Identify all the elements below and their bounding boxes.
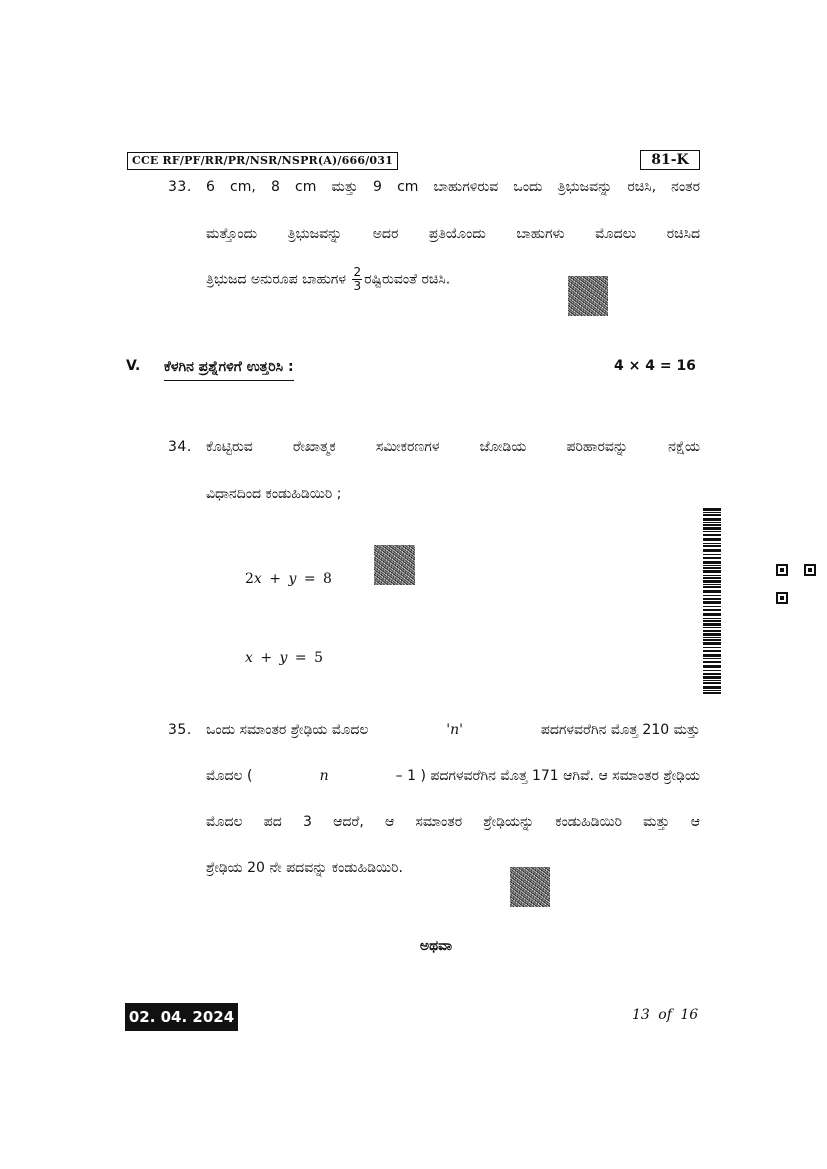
q33-line3-post: ರಷ್ಟಿರುವಂತೆ ರಚಿಸಿ. (364, 271, 451, 288)
q35-line3: ಮೊದಲ ಪದ 3 ಆದರೆ, ಆ ಸಮಾಂತರ ಶ್ರೇಢಿಯನ್ನು ಕಂಡುಹಿಡಿಯಿರಿ ಮತ್ತು ಆ (206, 814, 700, 830)
barcode-bar (703, 680, 721, 681)
q35-line2-pre: ಮೊದಲ ( (206, 768, 253, 784)
q33-line3 (206, 266, 450, 293)
barcode-bar (703, 658, 721, 659)
barcode-bar (703, 618, 721, 619)
q34-number: 34. (168, 439, 192, 455)
barcode-bar (703, 665, 721, 668)
eq2-equals: = (294, 650, 307, 666)
barcode-bar (703, 524, 721, 526)
barcode-bar (703, 565, 721, 566)
barcode-bar (703, 554, 721, 555)
exam-date: 02. 04. 2024 (125, 1003, 238, 1031)
eq1-plus: + (269, 571, 282, 587)
barcode-bar (703, 630, 721, 632)
qr-module (780, 596, 784, 600)
q35-line1-post: ಪದಗಳವರೆಗಿನ ಮೊತ್ತ 210 ಮತ್ತು (540, 722, 700, 738)
barcode-bar (703, 534, 721, 536)
barcode-bar (703, 527, 721, 530)
athava-or: ಅಥವಾ (419, 938, 453, 954)
barcode (703, 508, 721, 694)
q35-line2 (206, 766, 700, 786)
qr-module (808, 568, 812, 572)
equation-2 (245, 650, 323, 666)
q34-line2: ವಿಧಾನದಿಂದ ಕಂಡುಹಿಡಿಯಿರಿ ; (206, 486, 342, 502)
barcode-bar (703, 595, 721, 596)
q33-line2: ಮತ್ತೊಂದು ತ್ರಿಭುಜವನ್ನು ಅದರ ಪ್ರತಿಯೊಂದು ಬಾಹುಗಳು ಮೊದಲು ರಚಿಸಿದ (206, 226, 700, 242)
barcode-bar (703, 633, 721, 636)
barcode-bar (703, 543, 721, 544)
barcode-bar (703, 613, 721, 616)
barcode-bar (703, 661, 721, 663)
barcode-bar (703, 570, 721, 573)
barcode-bar (703, 682, 721, 684)
barcode-bar (703, 620, 721, 622)
barcode-bar (703, 567, 721, 569)
eq2-plus: + (260, 650, 273, 666)
section-number: V. (126, 358, 141, 374)
page-number: 13 of 16 (632, 1007, 699, 1023)
barcode-bar (703, 627, 721, 628)
barcode-bar (703, 518, 721, 521)
paper-code: CCE RF/PF/RR/PR/NSR/NSPR(A)/666/031 (127, 152, 398, 170)
barcode-bar (703, 690, 721, 691)
eq2-y: y (279, 650, 288, 666)
barcode-bar (703, 676, 721, 679)
barcode-bar (703, 686, 721, 689)
equation-1 (245, 571, 332, 587)
fraction-numerator: 2 (353, 265, 362, 279)
barcode-bar (703, 670, 721, 671)
eq1-y: y (288, 571, 297, 587)
barcode-bar (703, 623, 721, 626)
eq1-rhs: 8 (323, 571, 332, 587)
barcode-bar (703, 637, 721, 638)
q35-line2-post: – 1 ) ಪದಗಳವರೆಗಿನ ಮೊತ್ತ 171 ಆಗಿವೆ. ಆ ಸಮಾಂತರ ಶ್ರೇಢಿಯ (395, 768, 700, 784)
barcode-bar (703, 561, 721, 564)
barcode-bar (703, 654, 721, 657)
two-thirds-fraction (352, 266, 362, 293)
barcode-bar (703, 508, 721, 511)
barcode-bar (703, 650, 721, 652)
eq1-coef: 2 (245, 571, 254, 587)
scan-code-image (510, 867, 550, 907)
q35-line1-pre: ಒಂದು ಸಮಾಂತರ ಶ್ರೇಢಿಯ ಮೊದಲ (206, 722, 369, 738)
barcode-bar (703, 522, 721, 523)
barcode-bar (703, 580, 721, 583)
q35-var-n2: n (319, 768, 329, 784)
barcode-bar (703, 639, 721, 641)
q33-line3-pre: ತ್ರಿಭುಜದ ಅನುರೂಪ ಬಾಹುಗಳ (206, 271, 346, 288)
q35-number: 35. (168, 722, 192, 738)
barcode-bar (703, 575, 721, 576)
section-marks: 4 × 4 = 16 (614, 358, 696, 374)
barcode-bar (703, 598, 721, 600)
barcode-bar (703, 584, 721, 585)
barcode-bar (703, 647, 721, 648)
barcode-bar (703, 549, 721, 552)
barcode-bar (703, 601, 721, 604)
barcode-bar (703, 531, 721, 532)
scan-code-image (568, 276, 608, 316)
q35-line4: ಶ್ರೇಢಿಯ 20 ನೇ ಪದವನ್ನು ಕಂಡುಹಿಡಿಯಿರಿ. (206, 860, 403, 876)
fraction-denominator: 3 (353, 279, 362, 293)
eq2-rhs: 5 (314, 650, 324, 666)
page-code-box: 81-K (640, 150, 700, 170)
barcode-bar (703, 609, 721, 611)
q33-number: 33. (168, 179, 192, 195)
barcode-bar (703, 692, 721, 694)
barcode-bar (703, 606, 721, 607)
eq1-x: x (253, 571, 262, 587)
barcode-bar (703, 538, 721, 541)
qr-code (776, 564, 816, 604)
barcode-bar (703, 673, 721, 675)
barcode-bar (703, 590, 721, 593)
barcode-bar (703, 514, 721, 516)
q34-line1: ಕೊಟ್ಟಿರುವ ರೇಖಾತ್ಮಕ ಸಮೀಕರಣಗಳ ಜೋಡಿಯ ಪರಿಹಾರವನ್ನು ನಕ್ಷೆಯ (206, 439, 700, 455)
barcode-bar (703, 512, 721, 513)
barcode-bar (703, 545, 721, 547)
barcode-bar (703, 642, 721, 645)
barcode-bar (703, 557, 721, 559)
barcode-bar (703, 577, 721, 579)
eq1-equals: = (303, 571, 316, 587)
barcode-bar (703, 586, 721, 588)
q33-line1: 6 cm, 8 cm ಮತ್ತು 9 cm ಬಾಹುಗಳಿರುವ ಒಂದು ತ್ರಿಭುಜವನ್ನು ರಚಿಸಿ, ನಂತರ (206, 179, 700, 195)
q35-line1 (206, 720, 700, 740)
qr-module (780, 568, 784, 572)
eq2-x: x (245, 650, 253, 666)
section-title: ಕೆಳಗಿನ ಪ್ರಶ್ನೆಗಳಿಗೆ ಉತ್ತರಿಸಿ : (164, 357, 294, 381)
q35-var-n: 'n' (446, 722, 463, 738)
scan-code-image (374, 545, 415, 585)
